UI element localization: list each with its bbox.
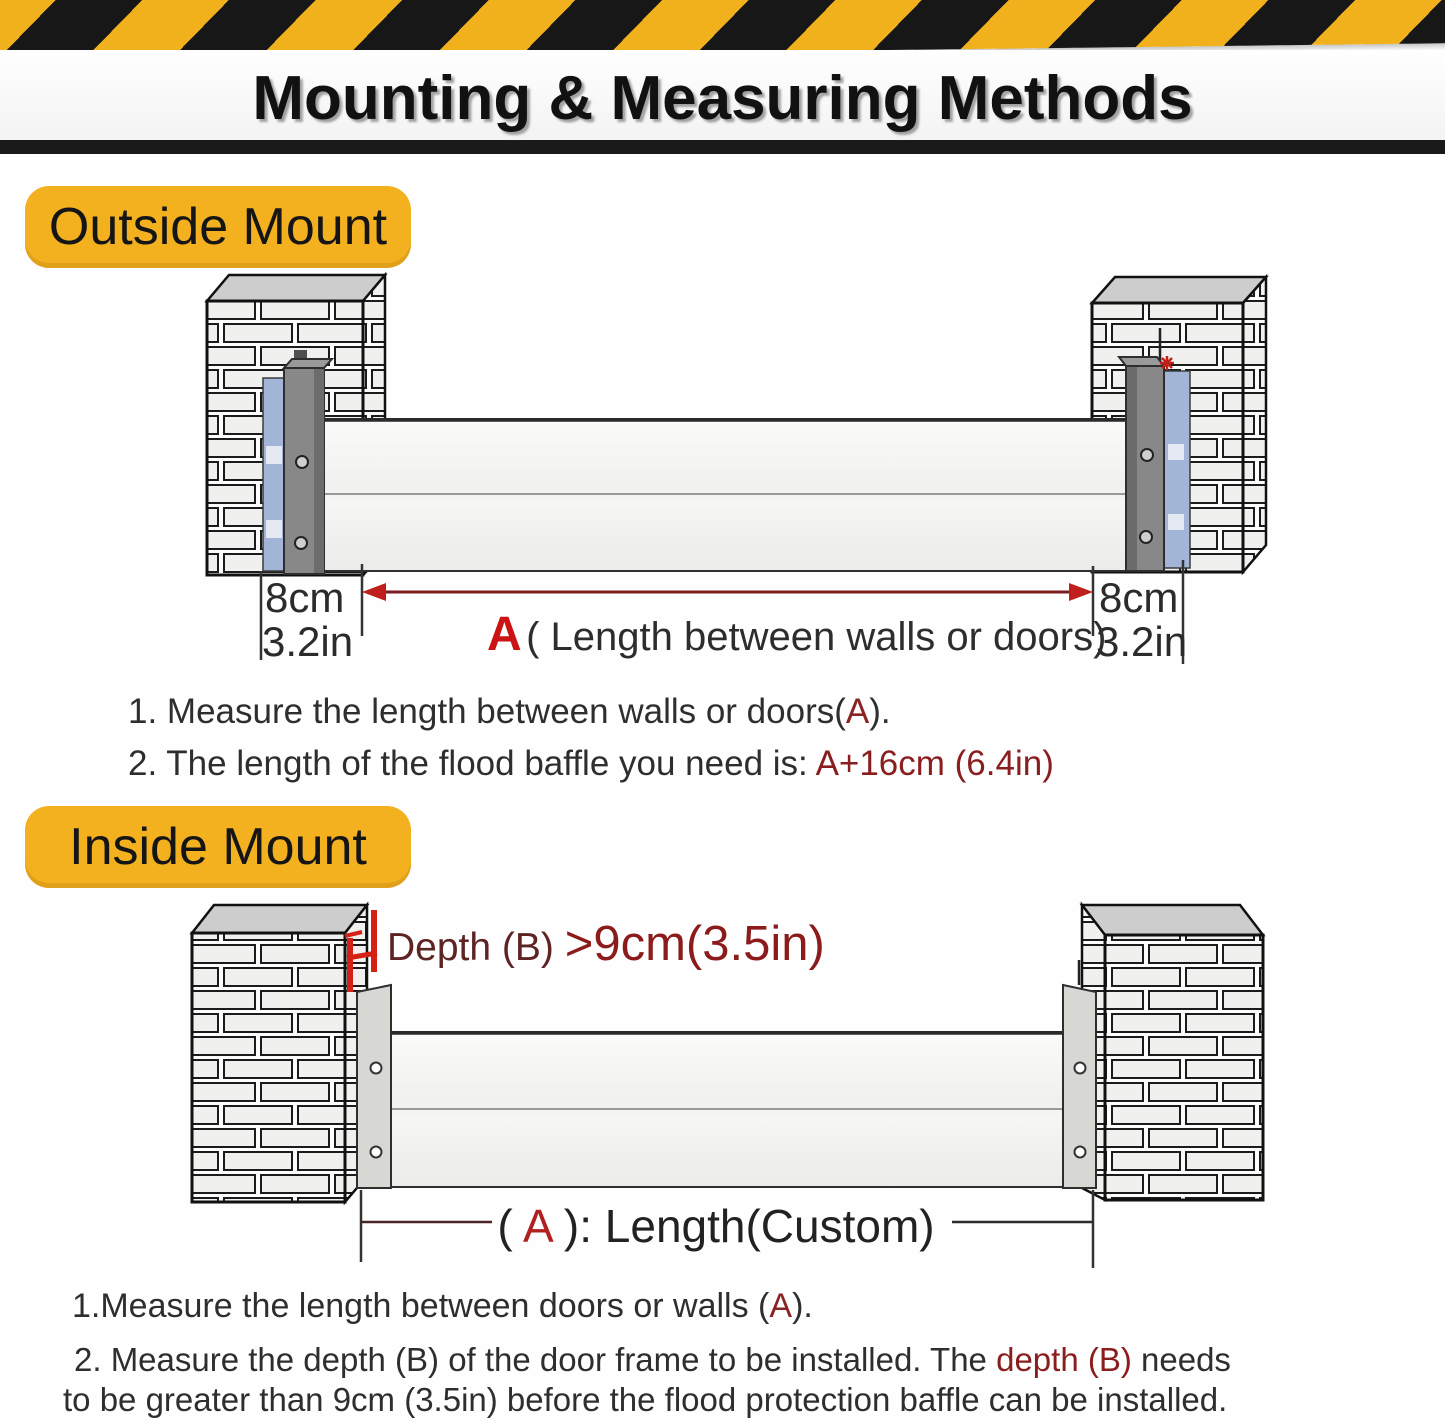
- screw-hole: [295, 537, 307, 549]
- step-letter-a: A: [769, 1287, 793, 1325]
- outside-mount-diagram: [207, 275, 1266, 665]
- span-length-label: A ( Length between walls or doors): [487, 608, 1107, 661]
- length-custom-label: ( A ): Length(Custom): [497, 1200, 935, 1252]
- inside-right-pillar: [1082, 905, 1263, 1200]
- outside-mount-badge: Outside Mount: [25, 186, 411, 268]
- outside-flood-barrier: [320, 419, 1132, 571]
- inside-mount-badge: Inside Mount: [25, 806, 411, 888]
- arrow-head-left: [362, 583, 386, 601]
- red-mark: [1160, 356, 1174, 370]
- screw-hole: [296, 456, 308, 468]
- screw-hole: [1141, 449, 1153, 461]
- inside-step-2-line-1: 2. Measure the depth (B) of the door frame to be installed. The depth (B) needs: [74, 1341, 1231, 1378]
- inside-left-channel: [357, 985, 391, 1188]
- screw-hole: [1075, 1063, 1086, 1074]
- screw-hole: [371, 1147, 382, 1158]
- right-gap-in-label: 3.2in: [1096, 618, 1188, 665]
- outside-left-bracket: [263, 350, 332, 574]
- inside-flood-barrier: [391, 1032, 1063, 1187]
- inside-step-2-line-2: to be greater than 9cm (3.5in) before the flood protection baffle can be installed.: [63, 1381, 1228, 1418]
- left-gap-cm-label: 8cm: [265, 574, 345, 621]
- baffle-length-formula: A+16cm (6.4in): [815, 744, 1054, 783]
- inside-left-pillar: [192, 905, 367, 1202]
- outside-step-1: 1. Measure the length between walls or doors(A).: [128, 692, 891, 731]
- inside-step-1: 1.Measure the length between doors or walls (A).: [72, 1287, 813, 1325]
- left-gasket-strip: [263, 378, 285, 571]
- left-gap-in-label: 3.2in: [262, 618, 354, 665]
- screw-hole: [371, 1063, 382, 1074]
- step-letter-a: A: [845, 692, 870, 731]
- screw-hole: [1140, 531, 1152, 543]
- right-gasket-strip: [1164, 371, 1190, 568]
- depth-label: Depth (B) >9cm(3.5in): [387, 917, 825, 971]
- screw-hole: [1075, 1147, 1086, 1158]
- inside-right-channel: [1063, 960, 1096, 1188]
- depth-b-highlight: depth (B): [996, 1341, 1132, 1378]
- page-title: Mounting & Measuring Methods: [252, 63, 1193, 133]
- outside-dimensions: [261, 560, 1187, 665]
- right-gap-cm-label: 8cm: [1099, 574, 1179, 621]
- outside-step-2: 2. The length of the flood baffle you need is: A+16cm (6.4in): [128, 744, 1054, 783]
- arrow-head-right: [1069, 583, 1093, 601]
- inside-mount-diagram: [192, 905, 1263, 1268]
- inside-dimensions: [361, 1190, 1093, 1268]
